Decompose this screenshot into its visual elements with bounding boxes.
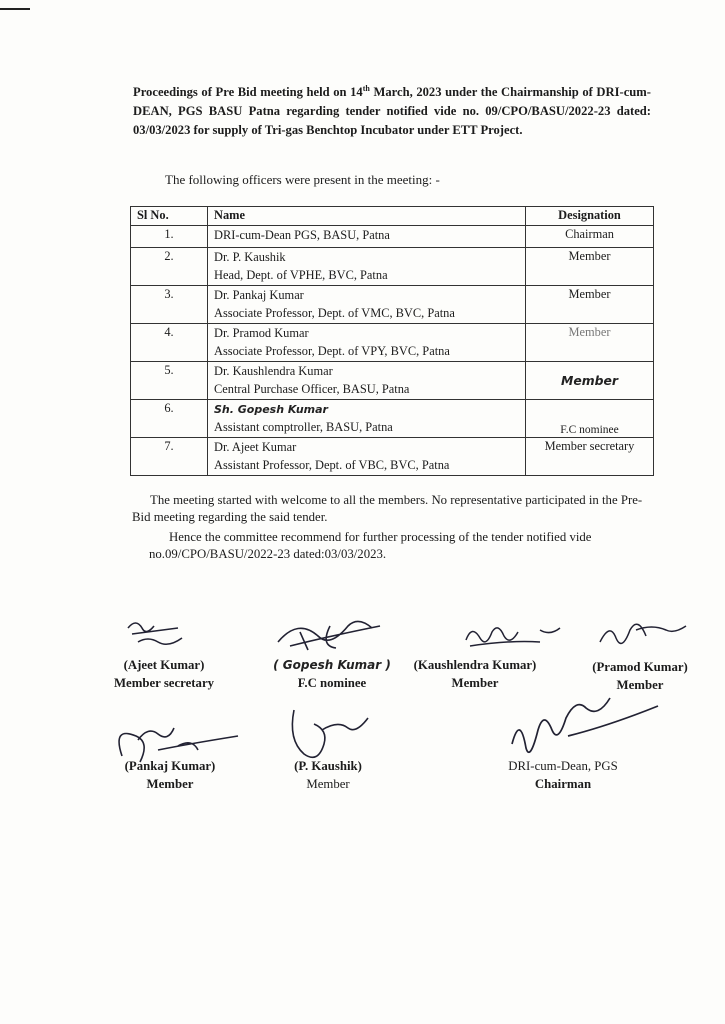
intro-text: The following officers were present in the meeting: - [165,172,440,187]
row-name [208,324,526,362]
row-sl: 3. [131,286,208,324]
row-detail-line: Assistant comptroller, BASU, Patna [214,419,393,434]
row-sl: 6. [131,400,208,438]
paragraph-recommendation: Hence the committee recommend for further processing of the tender notified vide no.09/CPO/BASU/2022-23 dated:03/03/2023. [149,530,592,561]
officers-table [130,206,654,476]
row-name-line: Dr. P. Kaushik [214,250,286,264]
row-designation: Member [526,324,654,362]
row-detail-line: Associate Professor, Dept. of VPY, BVC, Patna [214,343,450,358]
heading-sup: th [362,84,370,93]
row-detail-line: Central Purchase Officer, BASU, Patna [214,381,410,396]
row-name [208,362,526,400]
row-detail-line: Head, Dept. of VPHE, BVC, Patna [214,267,388,282]
signature-name: (Pramod Kumar) [592,660,688,674]
row-name-line: Dr. Kaushlendra Kumar [214,364,333,378]
signature-role: Chairman [534,777,592,791]
signature-kaushlendra-kumar [460,618,580,656]
row-designation: Member [526,248,654,286]
row-designation: Member [526,286,654,324]
row-designation: F.C nominee [526,400,654,438]
row-sl: 4. [131,324,208,362]
table-row [131,438,654,476]
signature-block-ajeet-kumar [102,656,226,692]
row-name [208,438,526,476]
row-sl: 1. [131,226,208,248]
signature-p-kaushik [282,700,382,764]
table-row [131,286,654,324]
row-designation: Chairman [526,226,654,248]
header-designation: Designation [526,207,654,226]
row-sl: 2. [131,248,208,286]
signature-block-kaushlendra-kumar [404,656,546,692]
signature-role: Member secretary [113,676,215,690]
signature-name: (Pankaj Kumar) [124,759,216,773]
signature-role: Member [146,777,194,791]
row-name [208,400,526,438]
row-name-line-handwritten: Sh. Gopesh Kumar [214,403,328,416]
table-row [131,248,654,286]
row-name-line: Dr. Pramod Kumar [214,326,309,340]
table-header-row [131,207,654,226]
table-row [131,324,654,362]
signature-name: (P. Kaushik) [294,759,362,773]
signature-block-pankaj-kumar [114,757,226,793]
table-row [131,362,654,400]
signature-name: (Kaushlendra Kumar) [413,658,537,672]
signature-block-dri-cum-dean [488,757,638,793]
row-sl: 5. [131,362,208,400]
signature-block-p-kaushik [272,757,384,793]
signature-role: Member [616,678,664,692]
signature-gopesh-kumar [270,612,420,660]
header-sl: Sl No. [131,207,208,226]
row-sl: 7. [131,438,208,476]
heading-text: Proceedings of Pre Bid meeting held on 14 [133,85,363,100]
table-row [131,226,654,248]
signature-role: Member [451,676,499,690]
signature-role: F.C nominee [297,676,367,690]
row-name-line: Dr. Ajeet Kumar [214,440,297,454]
document-heading [133,79,651,140]
header-name: Name [208,207,526,226]
signature-name-handwritten: ( Gopesh Kumar ) [273,658,391,672]
row-detail-line: Assistant Professor, Dept. of VBC, BVC, Patna [214,457,450,472]
signature-dri-cum-dean [508,696,698,760]
signature-pramod-kumar [596,616,696,656]
signature-block-pramod-kumar [584,658,696,694]
signature-name: DRI-cum-Dean, PGS [508,759,618,773]
row-designation: Member secretary [526,438,654,476]
row-name-line: Dr. Pankaj Kumar [214,288,304,302]
signature-block-gopesh-kumar [262,656,402,692]
row-name [208,248,526,286]
row-detail-line: Associate Professor, Dept. of VMC, BVC, Patna [214,305,455,320]
signature-ajeet-kumar [122,612,202,652]
row-designation-handwritten: Member [526,362,654,400]
paragraph-welcome: The meeting started with welcome to all the members. No representative participated in the Pre-Bid meeting regarding the said tender. [132,493,643,524]
signature-role: Member [306,777,350,791]
row-name [208,226,526,248]
heading-text-rest: March, 2023 under the Chairmanship of DRI-cum-DEAN, PGS BASU Patna regarding tender notified vide no. 09/CPO/BASU/2022-23 dated: 03/03/2023 for supply of Tri-gas Benchtop Incubator under ETT Project. [133,85,651,138]
row-name-line: DRI-cum-Dean PGS, BASU, Patna [214,228,390,242]
signature-name: (Ajeet Kumar) [123,658,205,672]
scan-mark [0,8,30,10]
row-name [208,286,526,324]
table-row [131,400,654,438]
